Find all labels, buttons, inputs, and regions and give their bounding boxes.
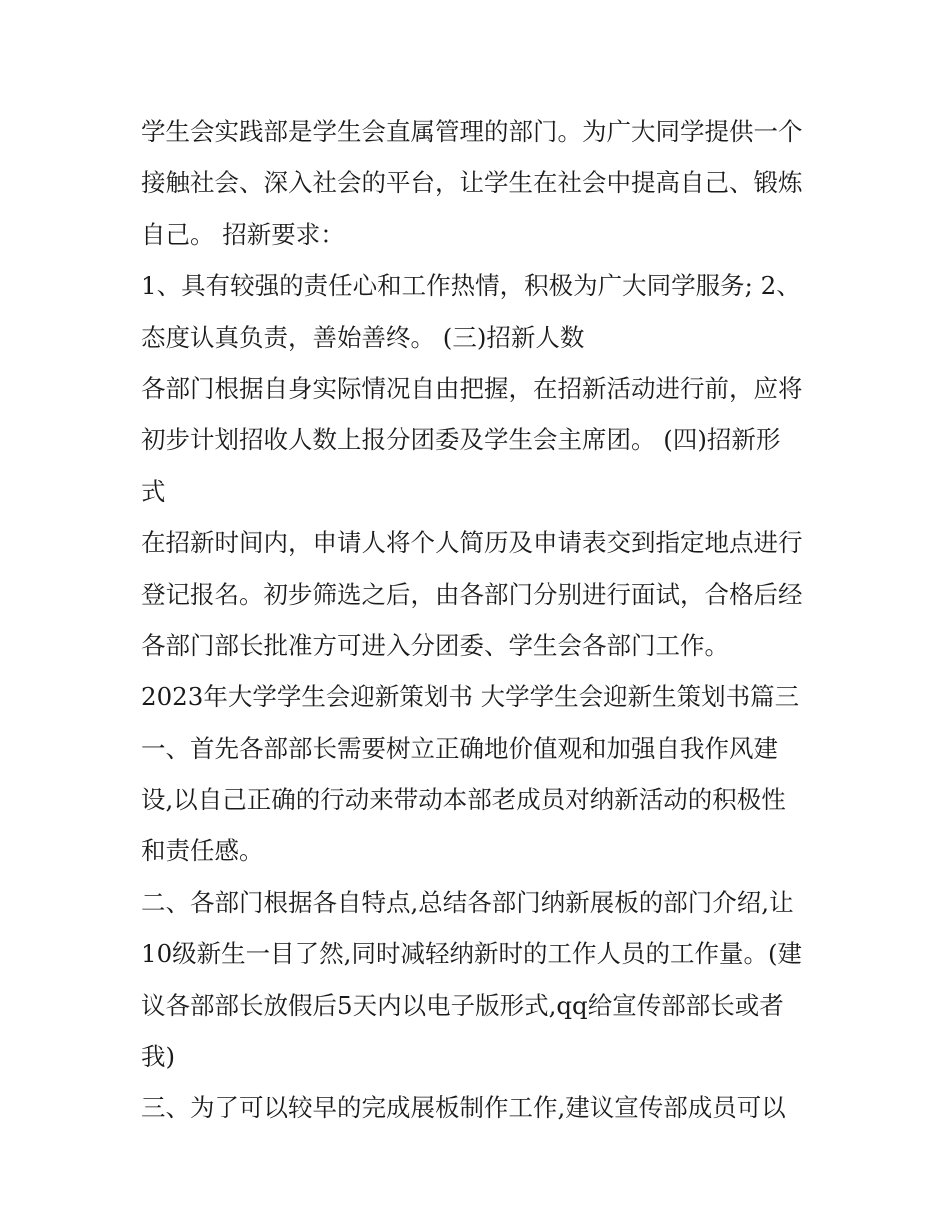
text-line: 1、具有较强的责任心和工作热情，积极为广大同学服务; 2、 [141, 271, 801, 301]
text-line: 登记报名。初步筛选之后，由各部门分别进行面试，合格后经 [141, 579, 803, 609]
text-line: 和责任感。 [141, 836, 264, 866]
text-line: 学生会实践部是学生会直属管理的部门。为广大同学提供一个 [141, 117, 803, 146]
text-line: 三、为了可以较早的完成展板制作工作,建议宣传部成员可以 [141, 1093, 786, 1123]
text-line: 在招新时间内，申请人将个人简历及申请表交到指定地点进行 [141, 528, 803, 558]
document-body [141, 106, 821, 1134]
section-heading: 2023年大学学生会迎新策划书 大学学生会迎新生策划书篇三 [141, 682, 800, 712]
text-line: 设,以自己正确的行动来带动本部老成员对纳新活动的积极性 [141, 785, 786, 815]
text-line: 初步计划招收人数上报分团委及学生会主席团。 (四)招新形 [141, 425, 781, 455]
text-line: 各部门根据自身实际情况自由把握，在招新活动进行前，应将 [141, 373, 803, 403]
text-line: 二、各部门根据各自特点,总结各部门纳新展板的部门介绍,让 [141, 887, 794, 917]
text-line: 各部门部长批准方可进入分团委、学生会各部门工作。 [141, 630, 729, 660]
text-line: 议各部部长放假后5天内以电子版形式,qq给宣传部部长或者 [141, 990, 784, 1020]
text-line: 10级新生一目了然,同时减轻纳新时的工作人员的工作量。(建 [141, 939, 803, 969]
text-line: 自己。 招新要求： [141, 219, 345, 249]
text-line: 接触社会、深入社会的平台，让学生在社会中提高自己、锻炼 [141, 168, 803, 198]
text-line: 态度认真负责，善始善终。 (三)招新人数 [141, 322, 585, 352]
text-line: 一、首先各部部长需要树立正确地价值观和加强自我作风建 [141, 733, 778, 763]
text-line: 我) [141, 1042, 176, 1072]
text-line: 式 [141, 476, 166, 506]
